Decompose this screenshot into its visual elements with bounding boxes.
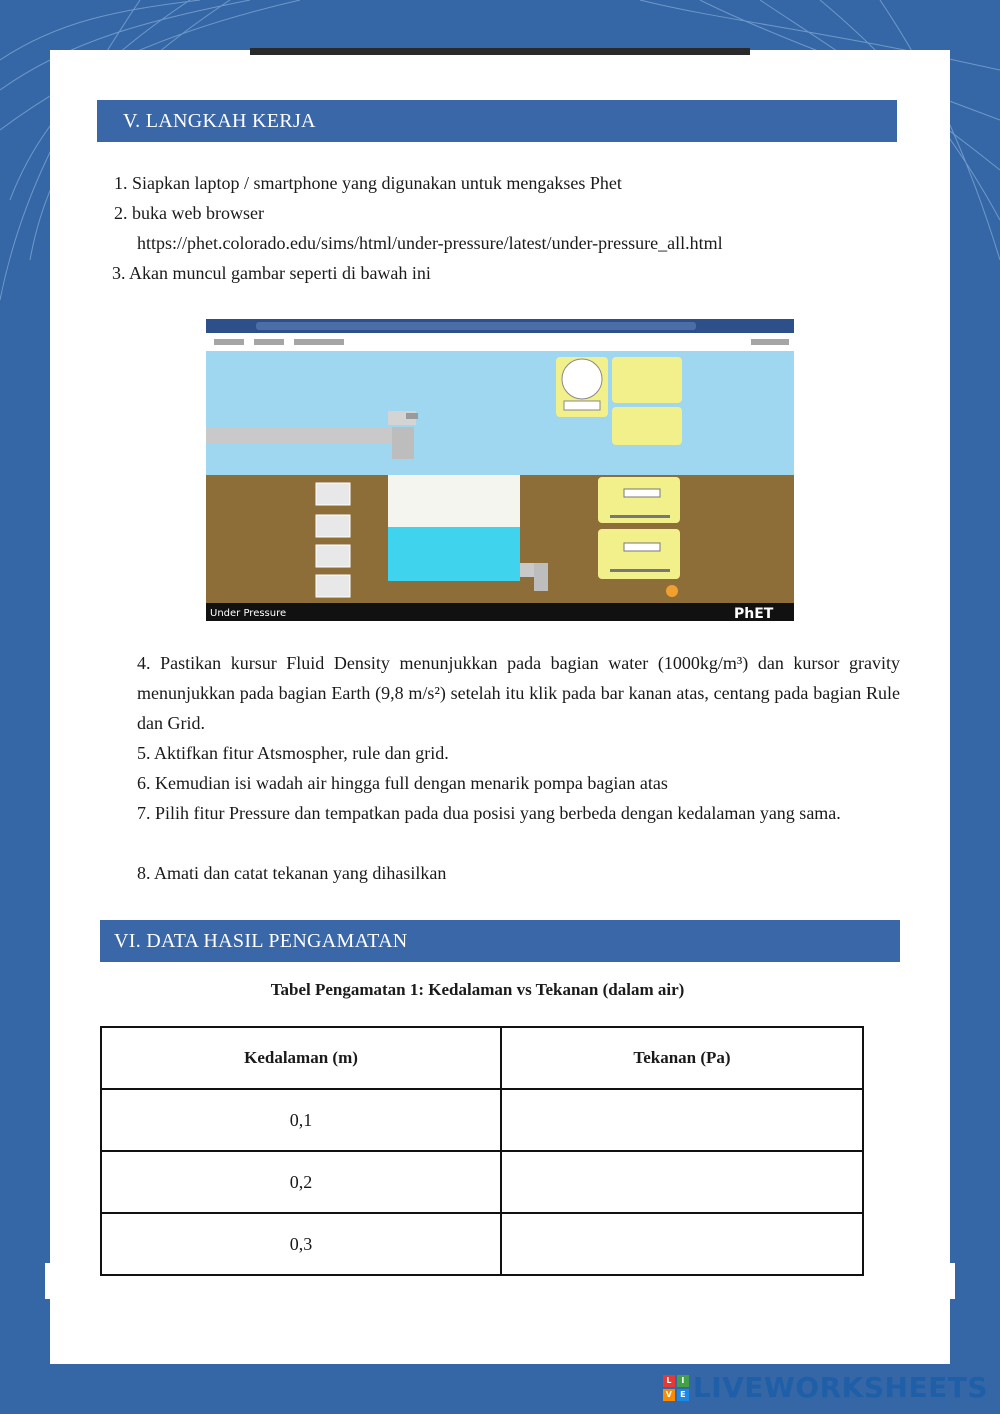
pressure-answer-cell[interactable]	[501, 1151, 863, 1213]
depth-cell: 0,3	[101, 1213, 501, 1275]
table-row	[101, 1213, 863, 1275]
step-8: 8. Amati dan catat tekanan yang dihasilkan	[137, 863, 447, 883]
liveworksheets-grid-icon: L I V E	[663, 1375, 689, 1401]
depth-cell: 0,2	[101, 1151, 501, 1213]
section-title: VI. DATA HASIL PENGAMATAN	[114, 929, 408, 952]
phet-simulation-screenshot	[206, 319, 794, 621]
pressure-answer-cell[interactable]	[501, 1213, 863, 1275]
watermark-text: LIVEWORKSHEETS	[692, 1371, 988, 1404]
section-title: V. LANGKAH KERJA	[123, 109, 316, 132]
table-row	[101, 1151, 863, 1213]
header-kedalaman: Kedalaman (m)	[101, 1027, 501, 1089]
section-header-langkah-kerja	[97, 100, 897, 142]
table-header-row	[101, 1027, 863, 1089]
header-tekanan: Tekanan (Pa)	[501, 1027, 863, 1089]
step-3: 3. Akan muncul gambar seperti di bawah ini	[112, 263, 431, 283]
section-header-data-pengamatan	[100, 920, 900, 962]
pressure-answer-cell[interactable]	[501, 1089, 863, 1151]
step-6: 6. Kemudian isi wadah air hingga full dengan menarik pompa bagian atas	[137, 773, 668, 793]
observation-table	[100, 1026, 864, 1276]
step-2-url[interactable]: https://phet.colorado.edu/sims/html/under-pressure/latest/under-pressure_all.html	[137, 233, 723, 253]
liveworksheets-logo[interactable]	[663, 1371, 988, 1404]
step-2: 2. buka web browser	[114, 203, 264, 223]
top-divider-bar	[250, 48, 750, 55]
depth-cell: 0,1	[101, 1089, 501, 1151]
phet-brand: PhET	[734, 606, 774, 621]
step-7: 7. Pilih fitur Pressure dan tempatkan pada dua posisi yang berbeda dengan kedalaman yang sama.	[137, 803, 841, 823]
step-5: 5. Aktifkan fitur Atsmospher, rule dan grid.	[137, 743, 449, 763]
step-1: 1. Siapkan laptop / smartphone yang digunakan untuk mengakses Phet	[114, 173, 622, 193]
table-caption: Tabel Pengamatan 1: Kedalaman vs Tekanan (dalam air)	[270, 980, 685, 999]
step-4: 4. Pastikan kursur Fluid Density menunjukkan pada bagian water (1000kg/m³) dan kursor gravity menunjukkan pada bagian Earth (9,8 m/s²) setelah itu klik pada bar kanan atas, centang pada bagian Rule dan Grid.	[137, 653, 900, 733]
sim-footer-label: Under Pressure	[210, 608, 287, 619]
table-row	[101, 1089, 863, 1151]
